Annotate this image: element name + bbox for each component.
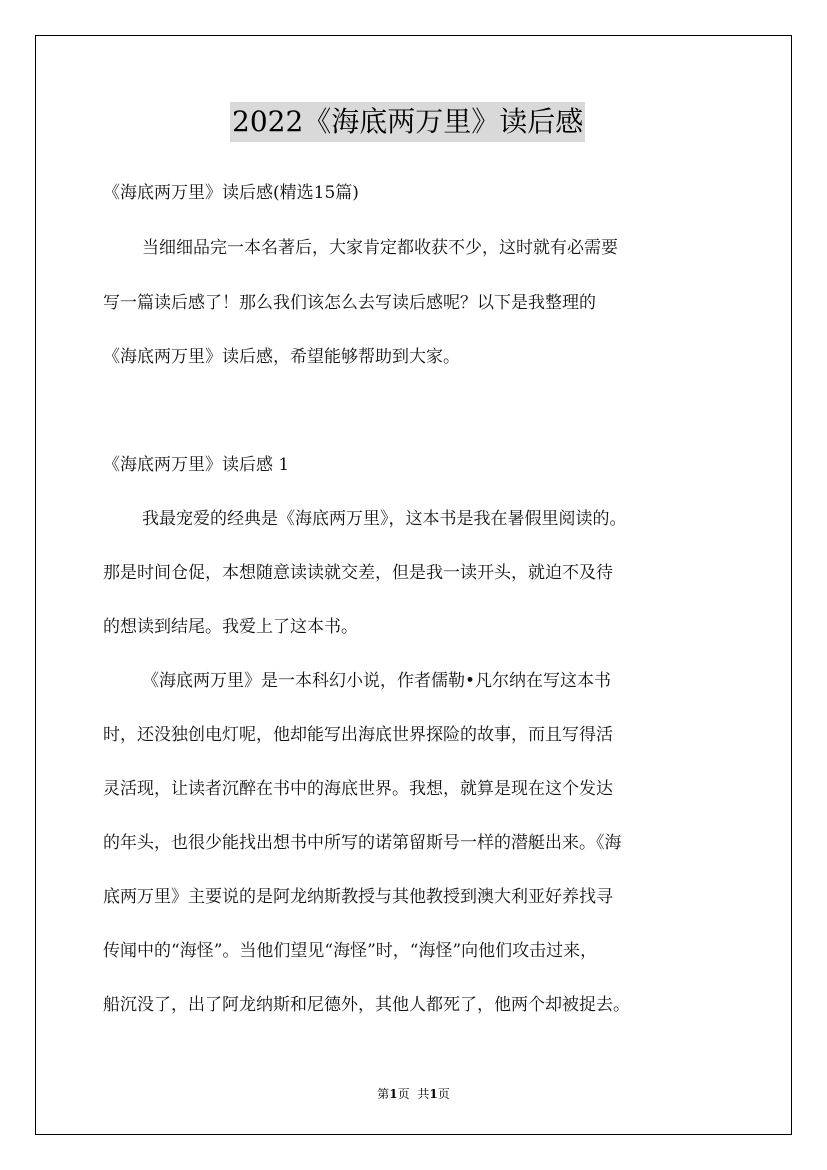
page-footer [0, 1086, 827, 1102]
paragraph-line: 时，还没独创电灯呢，他却能写出海底世界探险的故事，而且写得活 [103, 725, 613, 745]
intro-line: 当细细品完一本名著后，大家肯定都收获不少，这时就有必需要 [142, 238, 618, 258]
paragraph-line: 灵活现，让读者沉醉在书中的海底世界。我想，就算是现在这个发达 [103, 779, 613, 799]
paragraph-line: 传闻中的“海怪”。当他们望见“海怪”时，“海怪”向他们攻击过来， [103, 941, 598, 961]
paragraph-line: 底两万里》主要说的是阿龙纳斯教授与其他教授到澳大利亚好养找寻 [103, 887, 613, 907]
paragraph-line: 的年头，也很少能找出想书中所写的诺第留斯号一样的潜艇出来。《海 [103, 833, 622, 853]
document-title: 2022《海底两万里》读后感 [230, 102, 585, 142]
page-number: 第1页 [377, 1087, 410, 1101]
paragraph-line: 船沉没了，出了阿龙纳斯和尼德外，其他人都死了，他两个却被捉去。 [103, 995, 630, 1015]
paragraph-line: 的想读到结尾。我爱上了这本书。 [103, 617, 358, 637]
total-pages: 共1页 [417, 1087, 450, 1101]
paragraph-line: 《海底两万里》是一本科幻小说，作者儒勒•凡尔纳在写这本书 [142, 671, 612, 691]
intro-line: 写一篇读后感了！那么我们该怎么去写读后感呢？以下是我整理的 [103, 293, 596, 313]
paragraph-line: 那是时间仓促，本想随意读读就交差，但是我一读开头，就迫不及待 [103, 563, 613, 583]
paragraph-line: 我最宠爱的经典是《海底两万里》，这本书是我在暑假里阅读的。 [142, 509, 627, 529]
section-heading: 《海底两万里》读后感 1 [103, 455, 290, 475]
document-subtitle: 《海底两万里》读后感(精选15篇) [103, 183, 359, 203]
intro-line: 《海底两万里》读后感，希望能够帮助到大家。 [103, 347, 460, 367]
